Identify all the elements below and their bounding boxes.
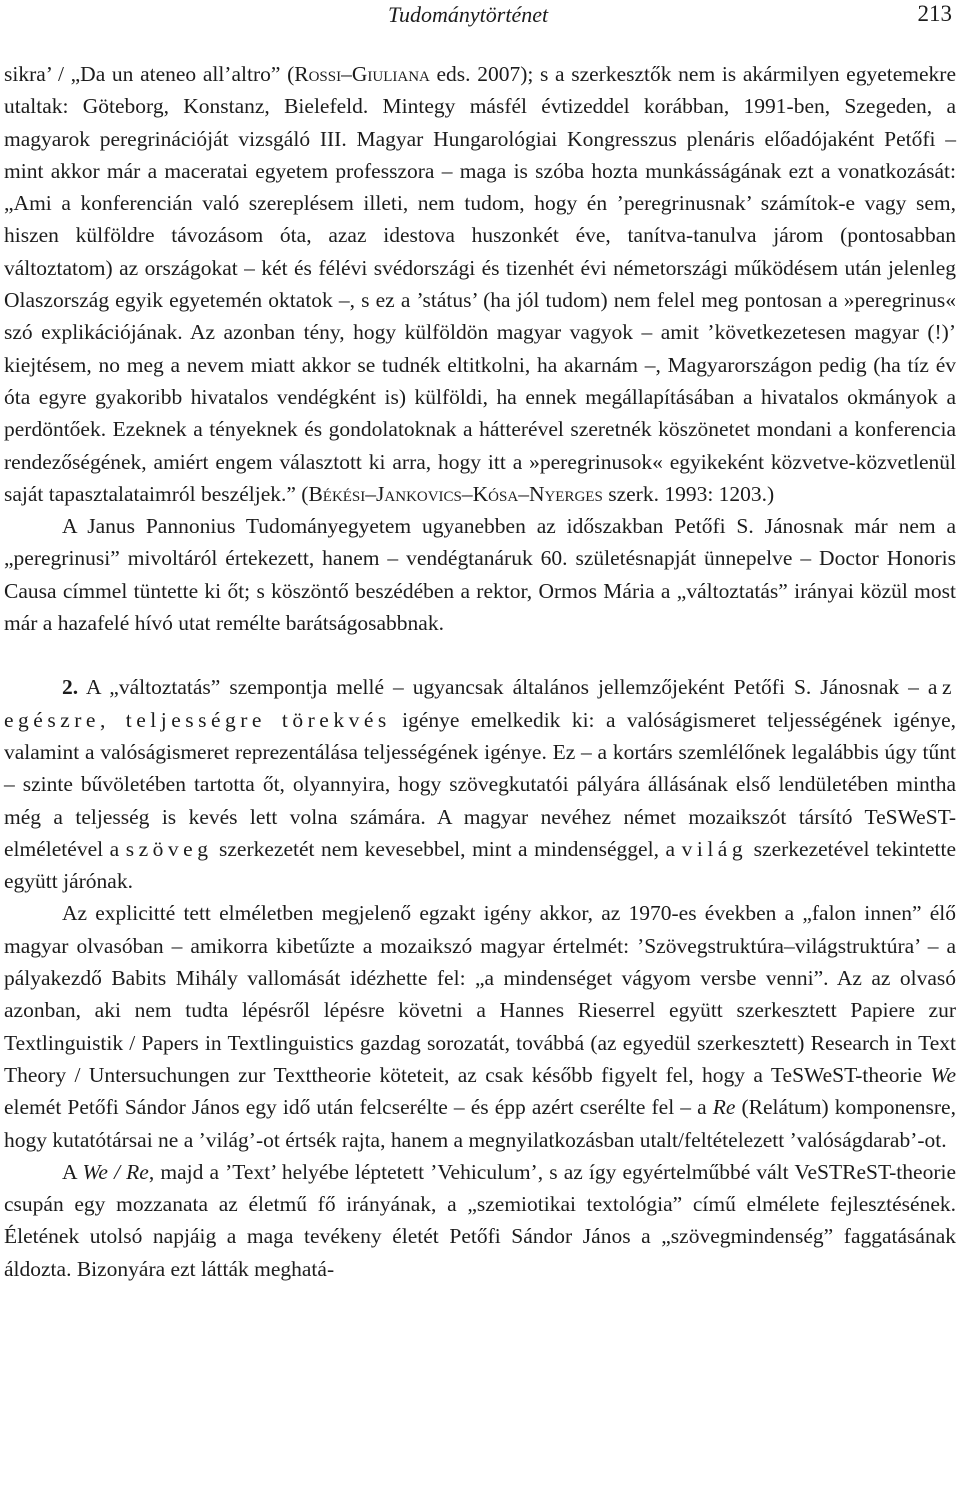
text-run: igénye emelkedik ki: a valóságismeret teljességének igénye, valamint a valóságismeret reprezentálása teljességének igénye. Ez – a kortárs szemlélőnek legalábbis úgy tűnt – szinte bűvöletében tartotta őt, olyannyira, hogy szövegkutatói pályára állásának első lendületében mintha még a teljesség is kevés lett volna számára. A magyar nevéhez német mozaikszót társító TeSWeST-elméletével a — [4, 707, 956, 861]
italic-term: Re — [712, 1095, 736, 1120]
italic-term: We / Re — [82, 1159, 149, 1184]
author-name: Békési — [308, 481, 366, 506]
author-name: Nyerges — [528, 481, 603, 506]
text-run: (Relátum) komponensre, hogy kutatótársai ne a ’világ’-ot értsék rajta, hanem a megnyilatkozásban utalt/feltételezett ’valóságdarab’-ot. — [4, 1095, 956, 1152]
text-run: , majd a ’Text’ helyébe léptetett ’Vehiculum’, s az így egyértelműbbé vált VeSTReST-theorie csupán egy mozzanata az életmű fő irányának, a „szemiotikai textológia” című elmélete fejlesztésének. Életének utolsó napjáig a maga tevékeny életét Petőfi Sándor János a „szövegmindenség” faggatásának áldozta. Bizonyára ezt látták meghatá- — [4, 1159, 956, 1281]
author-name: Rossi — [294, 62, 342, 86]
text-run: – — [461, 481, 473, 506]
text-run: szerkezetét nem kevesebbel, mint a mindenséggel, a — [212, 836, 682, 861]
author-name: Giuliana — [351, 62, 430, 86]
emphasized-text: világ — [681, 836, 748, 861]
text-run: szerk. 1993: 1203.) — [602, 481, 775, 506]
emphasized-text: az egészre, teljességre törekvés — [4, 675, 956, 732]
text-run: A — [62, 1159, 83, 1184]
author-name: Kósa — [472, 481, 519, 506]
text-run: szerkezetével tekintette együtt járónak. — [4, 836, 956, 894]
text-run: elemét Petőfi Sándor János egy idő után felcserélte – és épp azért cserélte fel – a — [4, 1095, 713, 1120]
paragraph-1 — [4, 58, 956, 510]
text-run: A „változtatás” szempontja mellé – ugyancsak általános jellemzőjeként Petőfi S. Jánosnak – — [78, 675, 928, 700]
paragraph-3 — [4, 671, 956, 897]
paragraph-2: A Janus Pannonius Tudományegyetem ugyanebben az időszakban Petőfi S. Jánosnak már nem a „peregrinusi” mivoltáról értekezett, hanem – vendégtanáruk 60. születésnapját ünnepelve – Doctor Honoris Causa címmel tüntette ki őt; s köszöntő beszédében a rektor, Ormos Mária a „változtatás” irányai közül most már a hazafelé hívó utat remélte barátságosabbnak. — [4, 514, 956, 636]
running-header — [0, 0, 960, 30]
body-text — [4, 58, 956, 1285]
paragraph-4 — [4, 897, 956, 1155]
emphasized-text: szöveg — [125, 836, 213, 861]
paragraph-5 — [4, 1156, 956, 1285]
text-run: sikra’ / „Da un ateneo all’altro” ( — [4, 62, 295, 86]
text-run: – — [341, 62, 352, 86]
section-title: Tudománytörténet — [388, 2, 549, 27]
author-name: Jankovics — [376, 481, 462, 506]
italic-term: We — [930, 1062, 956, 1087]
text-run: eds. 2007); s a szerkesztők nem is akármilyen egyetemekre utaltak: Göteborg, Konstanz, Bielefeld. Mintegy másfél évtizeddel korábban, 1991-ben, Szegeden, a magyarok peregrinációját vizsgáló III. Magyar Hungarológiai Kongresszus plenáris előadójaként Petőfi – mint akkor már a maceratai egyetem professzora – maga is szóba hozta munkásságának ezt a vonatkozását: „Ami a konferencián való szereplésem illeti, nem tudom, hogy én ’peregrinusnak’ számítok-e vagy sem, hiszen külföldre távozásom óta, azaz idestova huszonkét éve, tanítva-tanulva járom (pontosabban változtatom) az országokat – két és félévi svédországi és tizenhét évi németországi működésem után jelenleg Olaszország egyik egyetemén oktatok –, s ez a ’státus’ (ha jól tudom) nem felel meg pontosan a »peregrinus« szó explikációjának. Az azonban tény, hogy külföldön magyar vagyok – amit ’következetesen magyar (!)’ kiejtésem, no meg a nevem miatt akkor se tudnék eltitkolni, ha akarnám –, Magyarországon pedig (ha tíz év óta egyre gyakoribb hivatalos vendégként is) külföldi, ha ennek megállapításában a hivatalos okmányok a perdöntőek. Ezeknek a tényeknek és gondolatoknak a hátterével szeretnék köszönetet mondani a konferencia rendezőségének, amiért engem választott ki arra, hogy itt a »peregrinusok« egyikeként közvetve-közvetlenül saját tapasztalataimról beszéljek.” ( — [4, 62, 957, 506]
page-number: 213 — [917, 1, 952, 26]
text-run: – — [518, 481, 529, 506]
text-run: Az explicitté tett elméletben megjelenő egzakt igény akkor, az 1970-es években a „falon innen” élő magyar olvasóban – amikorra kibetűzte a mozaikszó magyar értelmét: ’Szövegstruktúra–világstruktúra’ – a pályakezdő Babits Mihály vallomását idézhette fel: „a mindenséget vágyom versbe venni”. Az az olvasó azonban, aki nem tudta lépésről lépésre követni a Hannes Rieserrel együtt szerkesztett Papiere zur Textlinguistik / Papers in Textlinguistics gazdag sorozatát, továbbá (az egyedül szerkesztett) Research in Text Theory / Untersuchungen zur Texttheorie köteteit, az csak később figyelt fel, hogy a TeSWeST-theorie — [4, 901, 956, 1087]
text-run: – — [365, 481, 377, 506]
section-number: 2. — [62, 675, 79, 700]
